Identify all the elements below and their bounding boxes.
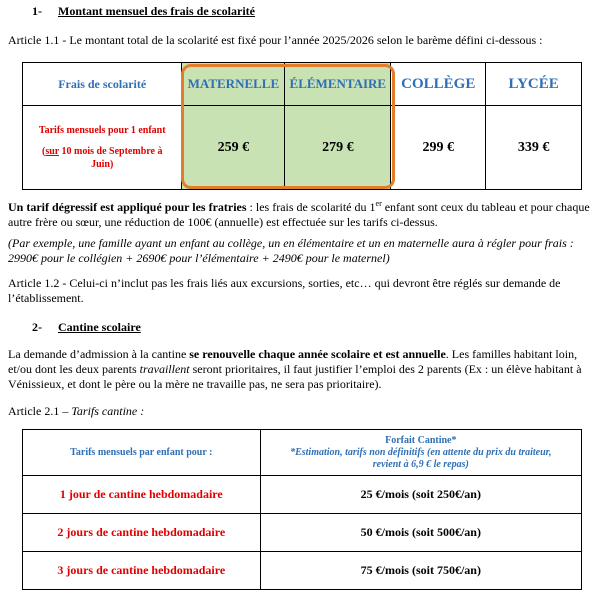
tuition-table bbox=[22, 62, 582, 190]
canteen-col2-est: *Estimation, bbox=[290, 446, 343, 458]
section-2-number: 2- bbox=[32, 320, 42, 334]
canteen-paragraph bbox=[8, 347, 594, 392]
canteen-row bbox=[23, 514, 582, 552]
article-2-1 bbox=[8, 404, 144, 419]
canteen-col2-line1: Forfait Cantine* bbox=[385, 434, 457, 446]
column-elementaire: ÉLÉMENTAIRE bbox=[285, 63, 391, 106]
canteen-row-value: 75 €/mois (soit 750€/an) bbox=[260, 552, 581, 590]
article-1-1: Article 1.1 - Le montant total de la scolarité est fixé pour l’année 2025/2026 selon le barème défini ci-dessous : bbox=[8, 33, 543, 47]
canteen-bold: se renouvelle chaque année scolaire et est annuelle bbox=[189, 347, 446, 361]
price-college: 299 € bbox=[391, 106, 486, 190]
article-2-1-prefix: Article 2.1 – bbox=[8, 404, 72, 418]
sibling-superscript: er bbox=[375, 199, 382, 208]
price-lycee: 339 € bbox=[486, 106, 582, 190]
canteen-row-label: 2 jours de cantine hebdomadaire bbox=[23, 514, 261, 552]
section-1-number: 1- bbox=[32, 4, 42, 18]
section-1-heading bbox=[32, 4, 255, 19]
column-college: COLLÈGE bbox=[391, 63, 486, 106]
row-label-sur: sur bbox=[45, 146, 60, 157]
article-1-2: Article 1.2 - Celui-ci n’inclut pas les frais liés aux excursions, sorties, etc… qui devront être réglés sur demande de l’établissement. bbox=[8, 276, 561, 305]
canteen-row bbox=[23, 476, 582, 514]
section-1-title: Montant mensuel des frais de scolarité bbox=[58, 4, 255, 18]
canteen-part-2: . Les familles habitant loin, et/ou dont les deux parents bbox=[8, 347, 578, 376]
sibling-rest-2: enfant sont ceux du tableau et pour chaque autre frère ou sœur, une réduction de 100€ (annuelle) est effectuée sur les tarifs ci-dessus. bbox=[8, 200, 590, 229]
section-2-heading bbox=[32, 320, 141, 335]
canteen-part-1: La demande d’admission à la cantine bbox=[8, 347, 190, 361]
column-maternelle: MATERNELLE bbox=[182, 63, 285, 106]
canteen-col2-line3: revient à 6,9 € le repas) bbox=[372, 458, 469, 470]
price-maternelle: 259 € bbox=[182, 106, 285, 190]
row-label-line2: (sur 10 mois de Septembre à bbox=[41, 146, 163, 157]
canteen-table bbox=[22, 429, 582, 590]
canteen-col2-header bbox=[260, 430, 581, 476]
canteen-part-3: seront prioritaires, il faut justifier l’emploi des 2 parents (Ex : un élève habitant à Vénissieux, et dont le père ou la mère ne travaille pas, ne sera pas prioritaire). bbox=[8, 362, 582, 391]
canteen-row-value: 50 €/mois (soit 500€/an) bbox=[260, 514, 581, 552]
column-lycee: LYCÉE bbox=[486, 63, 582, 106]
price-elementaire: 279 € bbox=[285, 106, 391, 190]
example-paragraph: (Par exemple, une famille ayant un enfant au collège, un en élémentaire et un en maternelle aura à régler pour frais : 2990€ pour le collégien + 2690€ pour l’élémentaire + 2490€ pour le maternel) bbox=[8, 236, 574, 265]
tuition-row-label bbox=[23, 106, 182, 190]
article-2-1-italic: Tarifs cantine : bbox=[71, 404, 145, 418]
canteen-col1-header: Tarifs mensuels par enfant pour : bbox=[23, 430, 261, 476]
canteen-row-label: 3 jours de cantine hebdomadaire bbox=[23, 552, 261, 590]
canteen-row-label: 1 jour de cantine hebdomadaire bbox=[23, 476, 261, 514]
canteen-header-row bbox=[23, 430, 582, 476]
canteen-row-value: 25 €/mois (soit 250€/an) bbox=[260, 476, 581, 514]
sibling-rest-1: : les frais de scolarité du 1 bbox=[246, 200, 376, 214]
row-label-line1: Tarifs mensuels pour 1 enfant bbox=[38, 125, 166, 136]
canteen-col2-line2 bbox=[261, 447, 581, 459]
row-label-line3: Juin) bbox=[91, 159, 114, 170]
canteen-col2-line2-rest: tarifs non définitifs (en attente du prix du traiteur, bbox=[342, 446, 552, 458]
canteen-italic: travaillent bbox=[139, 362, 190, 376]
section-2-title: Cantine scolaire bbox=[58, 320, 141, 334]
tuition-header-label: Frais de scolarité bbox=[23, 63, 182, 106]
tuition-header-row bbox=[23, 63, 582, 106]
sibling-bold: Un tarif dégressif est appliqué pour les fratries bbox=[8, 200, 247, 214]
canteen-row bbox=[23, 552, 582, 590]
row-label-line2-rest: 10 mois de Septembre à bbox=[59, 146, 163, 157]
sibling-paragraph bbox=[8, 196, 594, 230]
tuition-price-row bbox=[23, 106, 582, 190]
